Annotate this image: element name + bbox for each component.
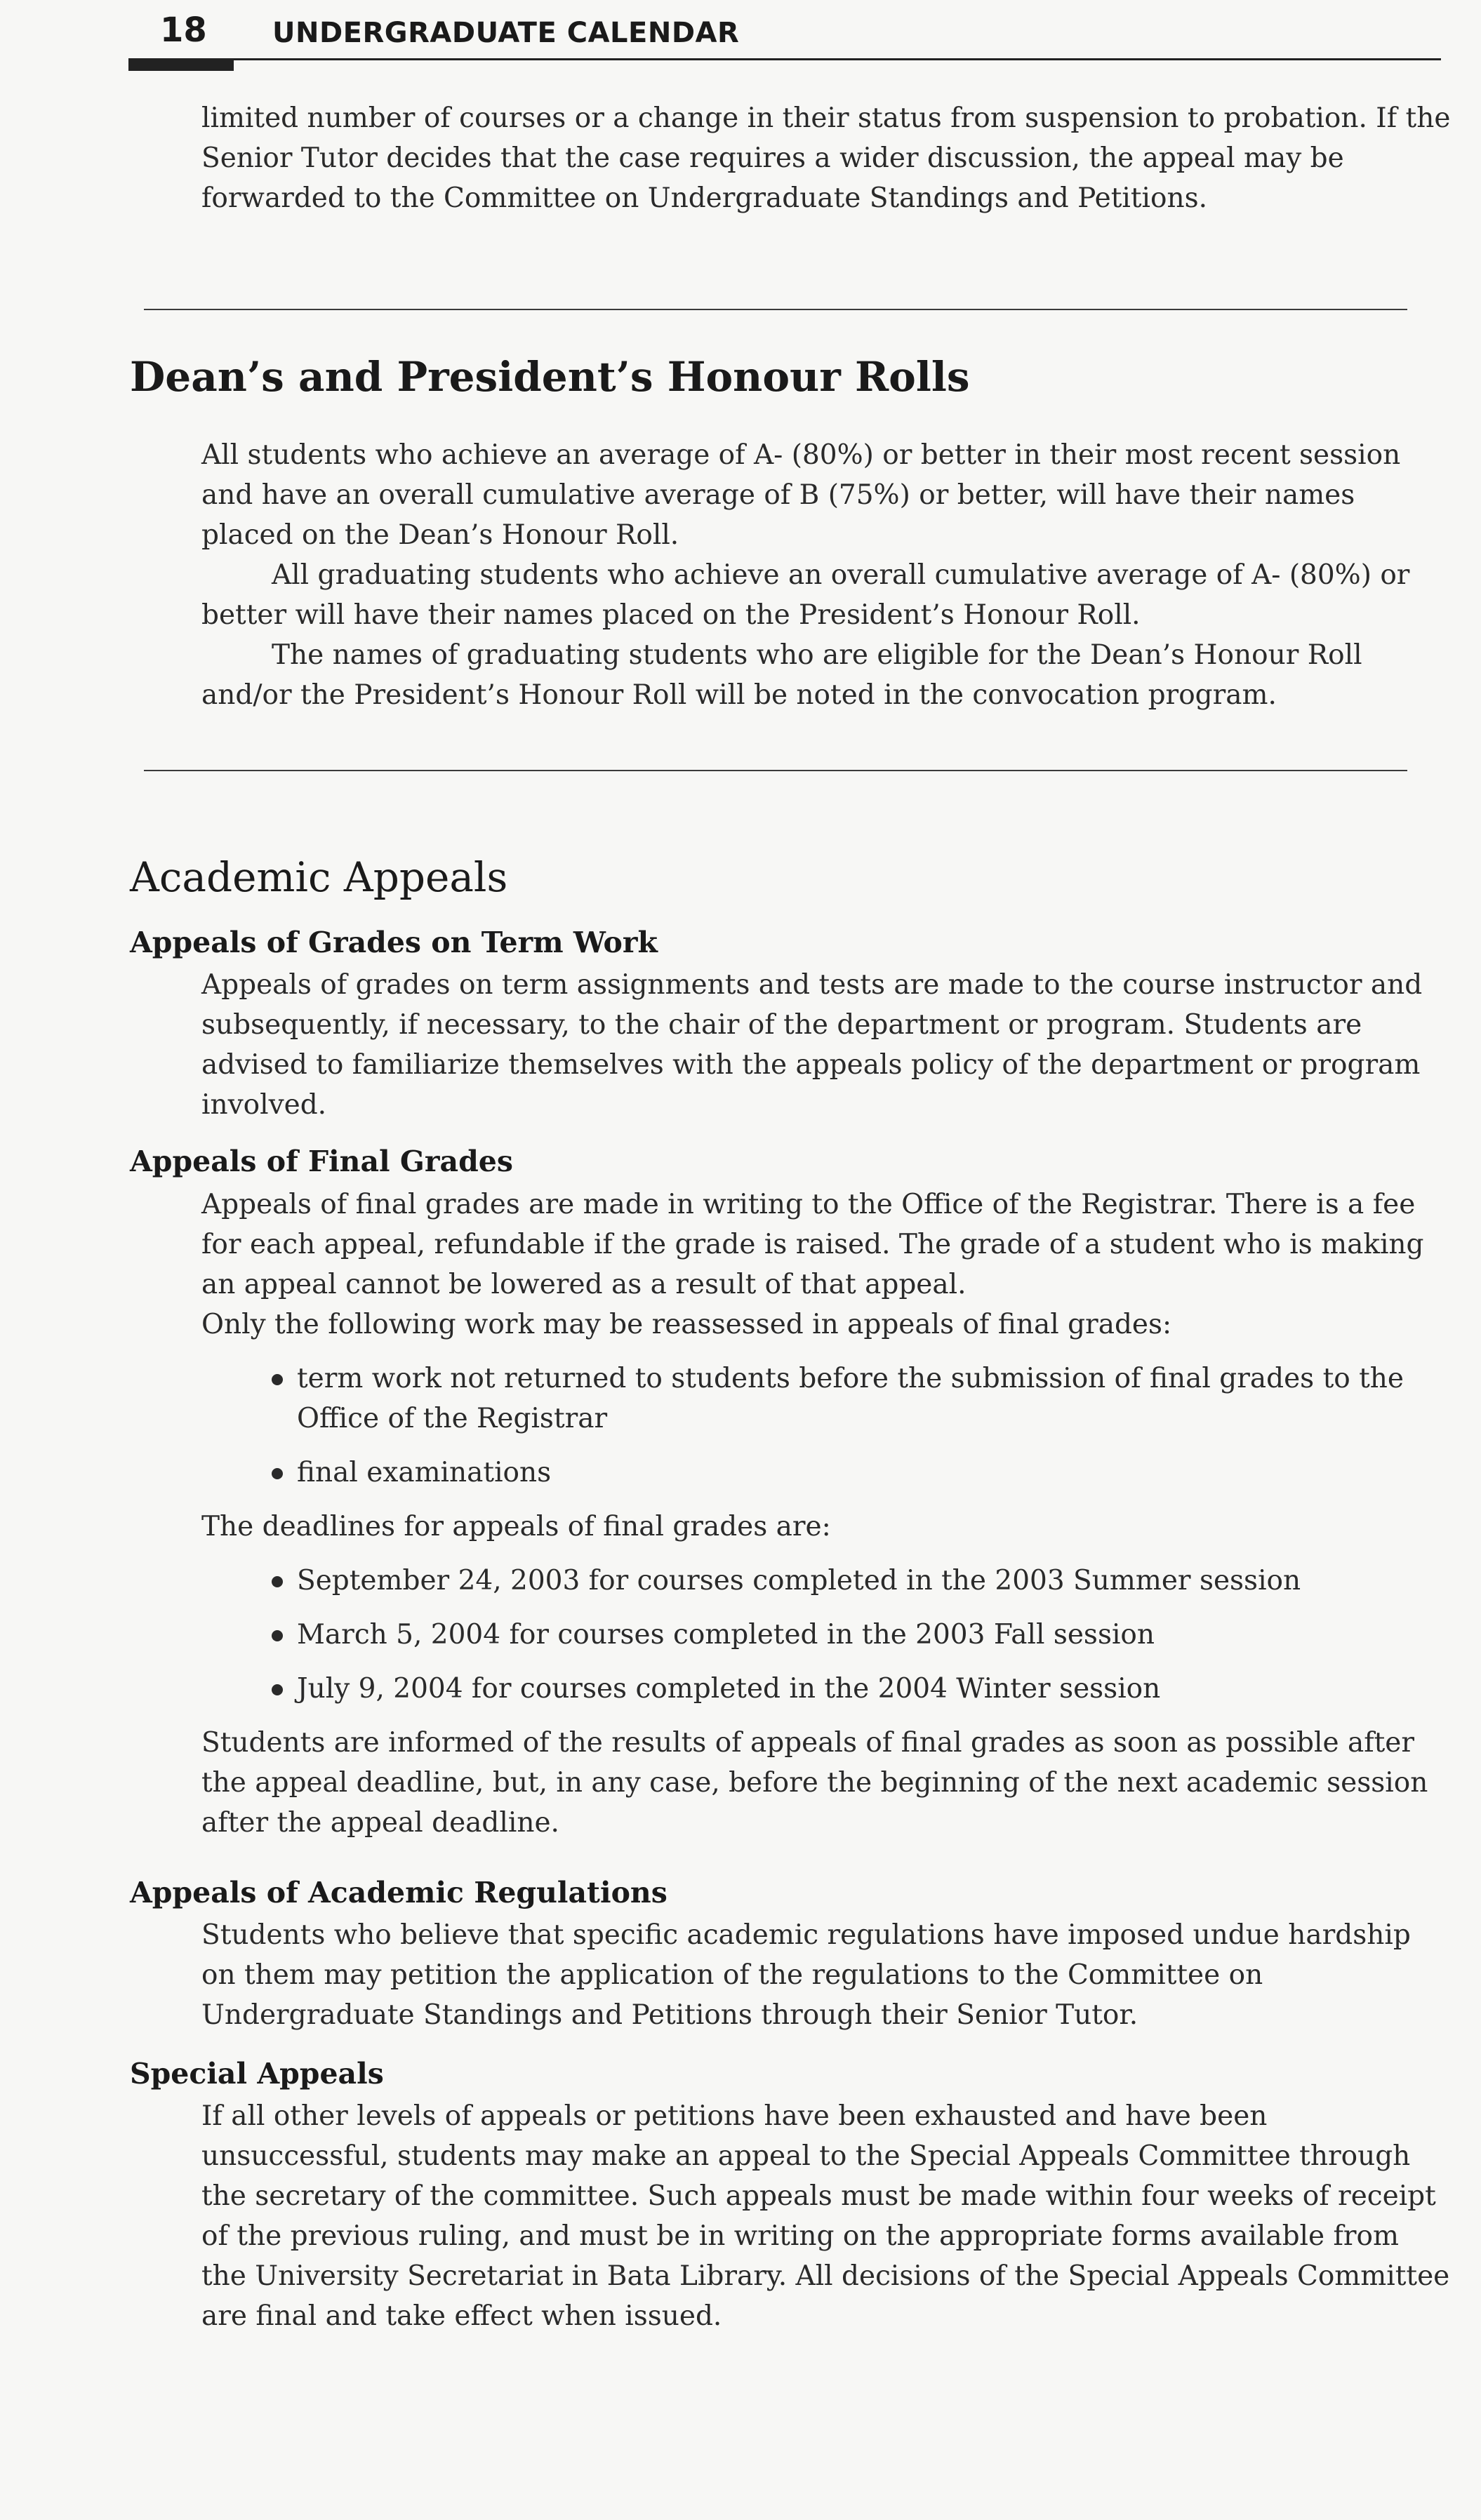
regulations-body (201, 1915, 1451, 2035)
list-item: March 5, 2004 for courses completed in the 2003 Fall session (272, 1615, 1451, 1655)
term-work-body (201, 965, 1451, 1125)
reassess-intro: Only the following work may be reassessed in appeals of final grades: (201, 1309, 1172, 1340)
honour-rolls-paragraph: The names of graduating students who are eligible for the Dean’s Honour Roll and/or the President’s Honour Roll will be noted in the convocation program. (201, 639, 1362, 711)
special-appeals-body (201, 2096, 1451, 2336)
list-item: term work not returned to students before the submission of final grades to the Office of the Registrar (272, 1359, 1451, 1439)
deadlines-intro: The deadlines for appeals of final grades are: (201, 1511, 831, 1542)
running-title: UNDERGRADUATE CALENDAR (272, 17, 740, 49)
list-item: September 24, 2003 for courses completed in the 2003 Summer session (272, 1561, 1451, 1601)
regulations-subheading: Appeals of Academic Regulations (130, 1876, 668, 1909)
section-divider (144, 309, 1407, 310)
page-header (128, 6, 1441, 65)
academic-appeals-heading: Academic Appeals (130, 853, 508, 901)
regulations-paragraph: Students who believe that specific academic regulations have imposed undue hardship on them may petition the application of the regulations to the Committee on Undergraduate Standings and Petitions through their Senior Tutor. (201, 1919, 1411, 2031)
page-number: 18 (160, 11, 207, 50)
list-item: July 9, 2004 for courses completed in the 2004 Winter session (272, 1669, 1451, 1709)
term-work-subheading: Appeals of Grades on Term Work (130, 926, 658, 959)
bullet-icon (272, 1684, 283, 1695)
header-rule (128, 58, 1441, 60)
honour-rolls-body (201, 435, 1451, 715)
honour-rolls-paragraph: All students who achieve an average of A- (80%) or better in their most recent session and have an overall cumulative average of B (75%) or better, will have their names placed on the Dean’s Honour Roll. (201, 439, 1401, 551)
reassess-list (272, 1359, 1451, 1493)
intro-paragraph: limited number of courses or a change in their status from suspension to probation. If the Senior Tutor decides that the case requires a wider discussion, the appeal may be forwarded to the Committee on Undergraduate Standings and Petitions. (201, 102, 1451, 214)
final-grades-subheading: Appeals of Final Grades (130, 1145, 513, 1178)
honour-rolls-heading: Dean’s and President’s Honour Rolls (130, 353, 970, 401)
bullet-icon (272, 1630, 283, 1641)
term-work-paragraph: Appeals of grades on term assignments and tests are made to the course instructor and subsequently, if necessary, to the chair of the department or program. Students are advised to familiarize themselves with the appeals policy of the department or program involved. (201, 969, 1423, 1121)
bullet-icon (272, 1576, 283, 1587)
final-grades-body (201, 1185, 1451, 1843)
bullet-icon (272, 1468, 283, 1479)
special-appeals-subheading: Special Appeals (130, 2057, 384, 2091)
section-divider (144, 770, 1407, 771)
intro-paragraph-block (201, 98, 1451, 218)
results-paragraph: Students are informed of the results of appeals of final grades as soon as possible after the appeal deadline, but, in any case, before the beginning of the next academic session after the appeal deadline. (201, 1727, 1428, 1839)
final-grades-paragraph: Appeals of final grades are made in writing to the Office of the Registrar. There is a fee for each appeal, refundable if the grade is raised. The grade of a student who is making an appeal cannot be lowered as a result of that appeal. (201, 1189, 1424, 1300)
list-item: final examinations (272, 1453, 1451, 1493)
special-appeals-paragraph: If all other levels of appeals or petitions have been exhausted and have been unsuccessful, students may make an appeal to the Special Appeals Committee through the secretary of the committee. Such appeals must be made within four weeks of receipt of the previous ruling, and must be in writing on the appropriate forms available from the University Secretariat in Bata Library. All decisions of the Special Appeals Committee are final and take effect when issued. (201, 2100, 1450, 2332)
honour-rolls-paragraph: All graduating students who achieve an overall cumulative average of A- (80%) or better will have their names placed on the President’s Honour Roll. (201, 559, 1410, 631)
bullet-icon (272, 1374, 283, 1385)
header-accent-bar (128, 58, 234, 71)
deadlines-list (272, 1561, 1451, 1709)
